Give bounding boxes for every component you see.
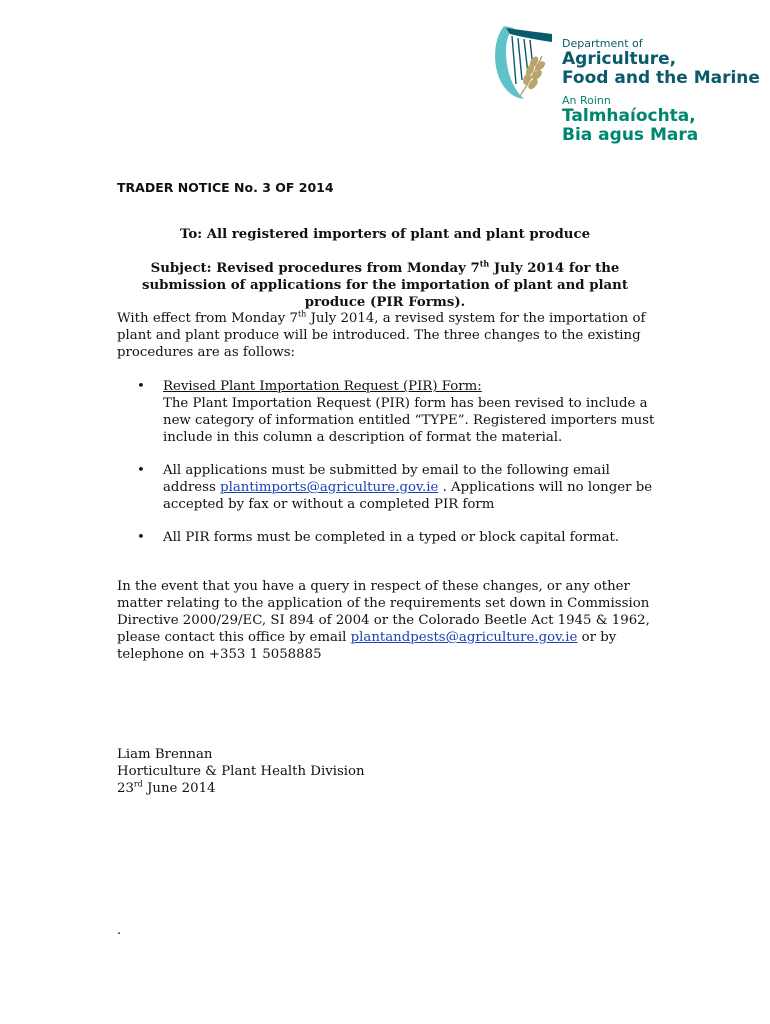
date-day: 23 bbox=[117, 781, 134, 796]
query-paragraph bbox=[117, 578, 657, 663]
bullet-title: Revised Plant Importation Request (PIR) Form: bbox=[163, 379, 482, 394]
logo-line-bia-agus-mara: Bia agus Mara bbox=[562, 125, 699, 145]
logo-line-agriculture: Agriculture, bbox=[562, 49, 677, 69]
recipient-line: To: All registered importers of plant and plant produce bbox=[179, 227, 591, 242]
list-item bbox=[117, 462, 657, 513]
query-text-b: or by telephone on +353 1 5058885 bbox=[117, 630, 617, 662]
changes-list bbox=[117, 378, 657, 562]
intro-superscript: th bbox=[297, 309, 307, 319]
harp-wheat-emblem bbox=[490, 22, 560, 102]
subject-text-b: July 2014 for the submission of applications for the importation of plant and plant produce (PIR Forms). bbox=[142, 261, 628, 310]
intro-text-a: With effect from Monday 7 bbox=[117, 311, 298, 326]
notice-heading: TRADER NOTICE No. 3 OF 2014 bbox=[117, 180, 334, 195]
logo-line-talmhaiochta: Talmhaíochta, bbox=[562, 106, 696, 126]
subject-superscript: th bbox=[479, 258, 490, 269]
signatory-name: Liam Brennan bbox=[117, 747, 213, 762]
signature-block bbox=[117, 746, 365, 797]
list-item bbox=[117, 529, 657, 546]
bullet-icon: • bbox=[137, 379, 145, 394]
department-logo bbox=[490, 22, 760, 145]
plantimports-email-link[interactable]: plantimports@agriculture.gov.ie bbox=[220, 480, 439, 495]
bullet-icon: • bbox=[137, 530, 145, 545]
notice-date bbox=[117, 780, 365, 797]
signatory-division: Horticulture & Plant Health Division bbox=[117, 764, 365, 779]
plantandpests-email-link[interactable]: plantandpests@agriculture.gov.ie bbox=[350, 630, 578, 645]
subject-text-a: Subject: Revised procedures from Monday 7 bbox=[150, 261, 480, 276]
intro-text-b: July 2014, a revised system for the importation of plant and plant produce will be introduced. The three changes to the existing procedures are as follows: bbox=[117, 311, 646, 360]
logo-line-department: Department of bbox=[562, 37, 643, 50]
logo-line-food-marine: Food and the Marine bbox=[562, 68, 760, 88]
logo-line-an-roinn: An Roinn bbox=[562, 94, 611, 107]
bullet-text-b: . Applications will no longer be accepted by fax or without a completed PIR form bbox=[163, 480, 653, 512]
intro-paragraph bbox=[117, 310, 657, 361]
date-rest: June 2014 bbox=[142, 781, 216, 796]
bullet-text-a: All applications must be submitted by email to the following email address bbox=[163, 463, 610, 495]
subject-line bbox=[117, 260, 653, 311]
list-item bbox=[117, 378, 657, 446]
bullet-body: The Plant Importation Request (PIR) form has been revised to include a new category of information entitled “TYPE”. Registered importers must include in this column a description of format the material. bbox=[163, 396, 655, 445]
bullet-text: All PIR forms must be completed in a typed or block capital format. bbox=[163, 530, 620, 545]
trailing-mark: . bbox=[117, 923, 122, 938]
bullet-icon: • bbox=[137, 463, 145, 478]
date-superscript: rd bbox=[133, 779, 143, 789]
query-text-a: In the event that you have a query in respect of these changes, or any other matter relating to the application of the requirements set down in Commission Directive 2000/29/EC, SI 894 of 2004 or the Colorado Beetle Act 1945 & 1962, please contact this office by email bbox=[117, 579, 650, 645]
